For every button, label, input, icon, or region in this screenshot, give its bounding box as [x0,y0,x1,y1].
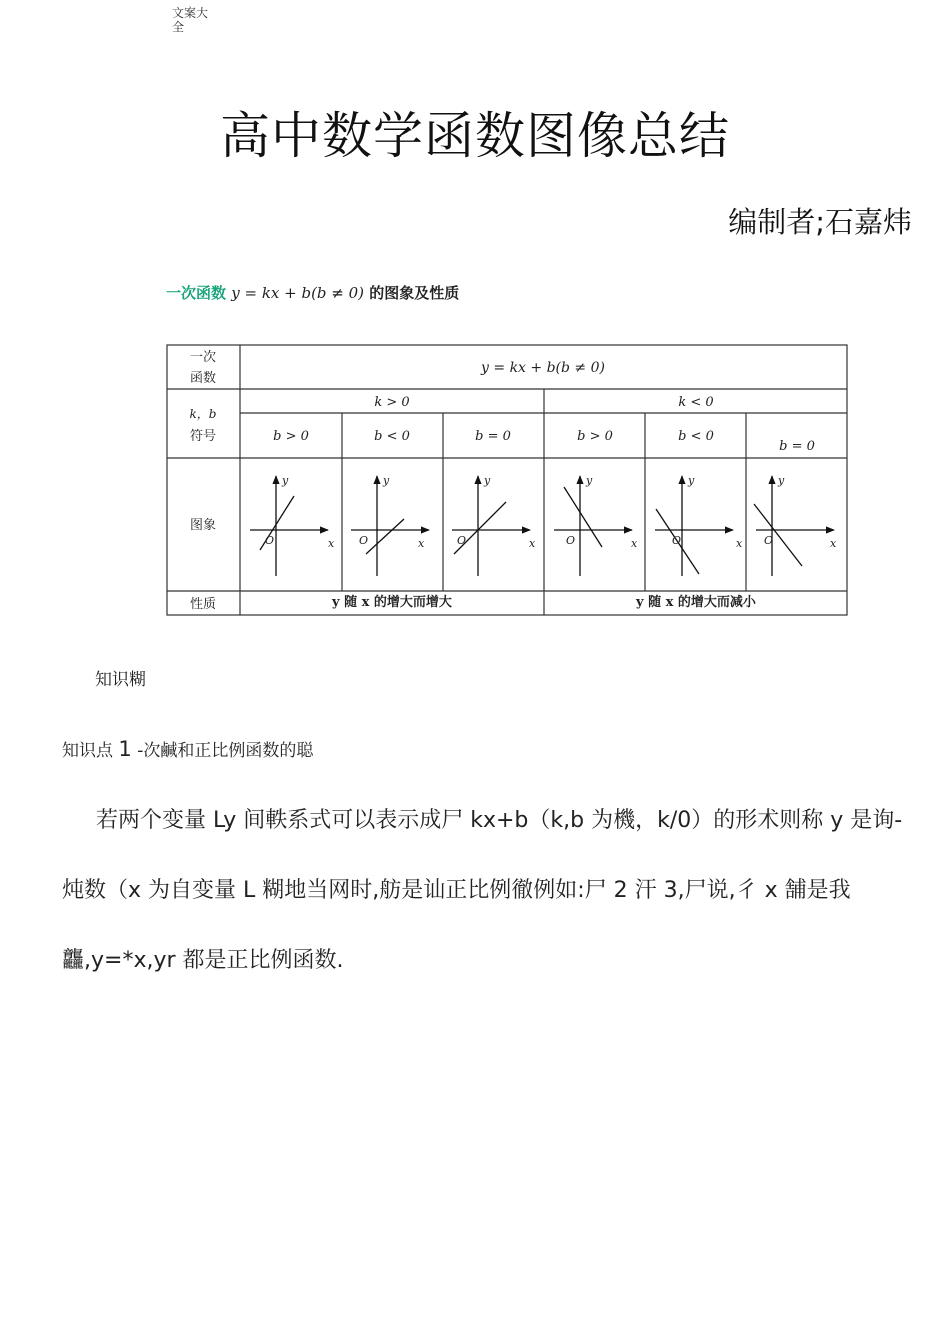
case-label-1: b > 0 [273,429,309,444]
knowledge-point-title [62,736,313,761]
caption-formula: y = kx + b(b ≠ 0) [231,284,365,302]
author-line: 编制者;石嘉炜 [728,205,912,239]
case-label-4: b > 0 [577,429,613,444]
k-negative-label: k < 0 [678,395,714,410]
kp-rest: -次鹹和正比例函数的聪 [137,741,314,761]
graph6-x-label: x [830,537,837,550]
graph3-x-label: x [529,537,536,550]
graph-cell-1 [250,476,328,576]
graph5-origin: O [672,534,682,547]
graph1-x-label: x [328,537,335,550]
graph6-origin: O [764,534,774,547]
graph-cell-3 [452,476,530,576]
row1-header-a: 一次 [189,350,217,365]
linear-function-table [166,344,848,616]
case-label-6: b = 0 [779,439,815,454]
graph3-origin: O [457,534,467,547]
row4-header: 性质 [189,597,217,612]
graph2-origin: O [359,534,369,547]
graph2-x-label: x [418,537,425,550]
row3-header: 图象 [189,518,217,533]
table-grid [167,345,847,615]
graph-cell-5 [655,476,733,576]
property-increase: y 随 x 的增大而增大 [332,595,452,610]
graph1-origin: O [265,534,275,547]
caption-prefix: 一次函数 [166,284,227,302]
graph-cell-2 [351,476,429,576]
row2-header-line1: k，b [189,407,217,421]
graph4-y-label: y [586,474,593,487]
kp-number: 1 [118,737,132,761]
header-note: 文案大全 [172,6,209,34]
body-paragraph [62,786,918,996]
row1-formula: y = kx + b(b ≠ 0) [481,360,605,376]
graph5-x-label: x [736,537,743,550]
graph4-x-label: x [631,537,638,550]
graph1-y-label: y [282,474,289,487]
graph-cell-4 [554,476,632,576]
case-label-2: b < 0 [374,429,410,444]
section-label: 知识糊 [95,670,146,690]
kp-prefix: 知识点 [62,741,113,761]
graph-line-6 [754,504,802,566]
graph5-y-label: y [688,474,695,487]
graph-line-2 [366,519,404,554]
graph3-y-label: y [484,474,491,487]
case-label-3: b = 0 [475,429,511,444]
k-positive-label: k > 0 [374,395,410,410]
graph2-y-label: y [383,474,390,487]
row2-header-line2: 符号 [189,429,217,444]
graph4-origin: O [566,534,576,547]
property-decrease: y 随 x 的增大而减小 [636,595,756,610]
graph-cell-6 [754,476,834,576]
case-label-5: b < 0 [678,429,714,444]
table-caption [166,282,459,303]
caption-suffix: 的图象及性质 [369,284,460,302]
paragraph-text: 若两个变量 Ly 间軼系式可以表示成尸 kx+b（k,b 为機，k/0）的形术则称 y 是询-炖数（x 为自变量 L 糊地当网时,舫是讪正比例徹例如:尸 2 汗 3,尸说,彳 x 舗是我龘,y=*x,yr 都是正比例函数. [62,808,903,973]
row1-header-b: 函数 [189,371,217,386]
page-title: 高中数学函数图像总结 [220,107,730,165]
graph6-y-label: y [778,474,785,487]
